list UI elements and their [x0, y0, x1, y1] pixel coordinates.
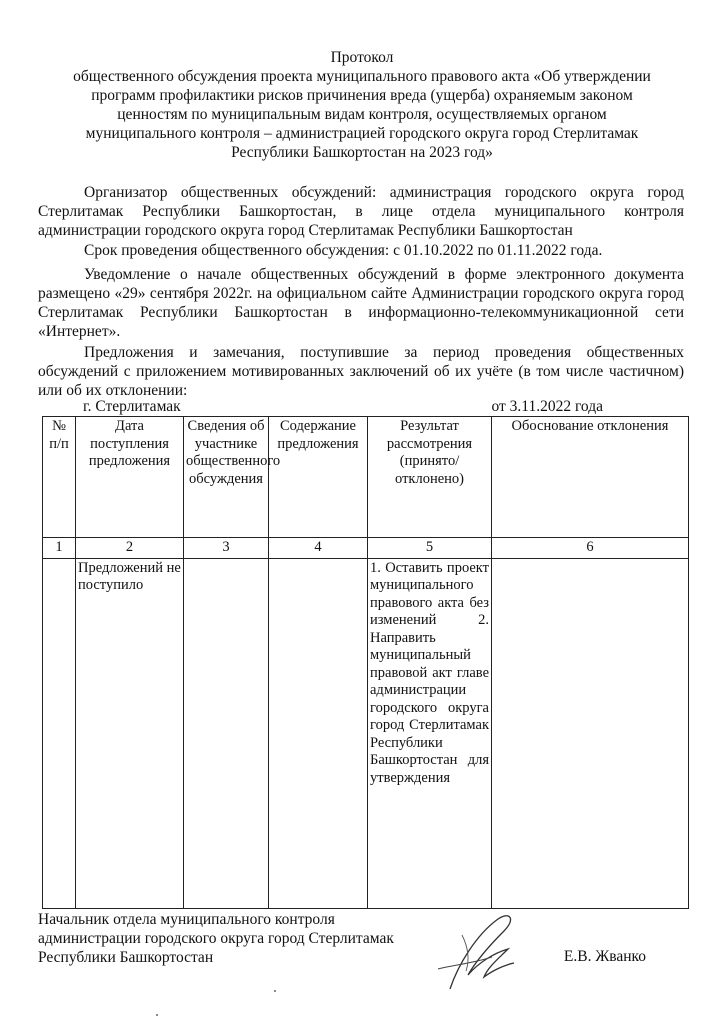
title-line-3: программ профилактики рисков причинения вреда (ущерба) охраняемым законом	[91, 87, 633, 104]
column-number-row	[43, 538, 689, 559]
column-number: 1	[43, 538, 76, 559]
row-reason	[492, 558, 689, 908]
column-number: 4	[269, 538, 368, 559]
table-row	[43, 558, 689, 908]
document-date: от 3.11.2022 года	[491, 398, 603, 415]
header-date: Дата поступления предложения	[76, 417, 184, 538]
notice-paragraph: Уведомление о начале общественных обсуждений в форме электронного документа размещено «29» сентября 2022г. на официальном сайте Администрации городского округа город Стерлитамак Республики Башкортостан в информационно-телекоммуникационной сети «Интернет».	[38, 266, 684, 340]
city-label: г. Стерлитамак	[83, 398, 181, 415]
row-num	[43, 558, 76, 908]
column-number: 5	[368, 538, 492, 559]
table-header-row	[43, 417, 689, 538]
row-date: Предложений не поступило	[76, 558, 184, 908]
signatory-line-1: Начальник отдела муниципального контроля	[38, 911, 335, 928]
header-num: № п/п	[43, 417, 76, 538]
header-reason: Обоснование отклонения	[492, 417, 689, 538]
signatory-line-2: администрации городского округа город Стерлитамак	[38, 930, 394, 947]
scan-speck	[156, 1014, 158, 1016]
signatory-line-3: Республики Башкортостан	[38, 949, 214, 966]
title-line-4: ценностям по муниципальным видам контроля, осуществляемых органом	[117, 106, 607, 123]
header-result: Результат рассмотрения (принято/ отклонено)	[368, 417, 492, 538]
column-number: 6	[492, 538, 689, 559]
signatory-name: Е.В. Жванко	[563, 948, 646, 965]
signatory-position	[38, 910, 394, 967]
scan-speck	[274, 990, 276, 992]
row-result: 1. Оставить проект муниципального правового акта без изменений 2. Направить муниципальный правовой акт главе администрации городского округа город Стерлитамак Республики Башкортостан для утверждения	[368, 558, 492, 908]
organizer-paragraph: Организатор общественных обсуждений: администрация городского округа город Стерлитамак Республики Башкортостан, в лице отдела муниципального контроля администрации городского округа город Стерлитамак Республики Башкортостан	[38, 184, 684, 239]
header-participant: Сведения об участнике общественного обсуждения	[184, 417, 269, 538]
handwritten-signature	[418, 905, 538, 997]
proposals-table	[42, 416, 689, 909]
header-content: Содержание предложения	[269, 417, 368, 538]
title-line-5: муниципального контроля – администрацией городского округа город Стерлитамак	[85, 125, 639, 142]
title-line-1: Протокол	[330, 49, 394, 66]
proposals-paragraph: Предложения и замечания, поступившие за период проведения общественных обсуждений с приложением мотивированных заключений об их учёте (в том числе частичном) или об их отклонении:	[38, 344, 684, 399]
column-number: 2	[76, 538, 184, 559]
period-paragraph: Срок проведения общественного обсуждения: с 01.10.2022 по 01.11.2022 года.	[84, 242, 603, 259]
row-content	[269, 558, 368, 908]
column-number: 3	[184, 538, 269, 559]
title-line-6: Республики Башкортостан на 2023 год»	[231, 144, 493, 161]
document-title	[30, 48, 694, 162]
title-line-2: общественного обсуждения проекта муниципального правового акта «Об утверждении	[73, 68, 651, 85]
row-participant	[184, 558, 269, 908]
